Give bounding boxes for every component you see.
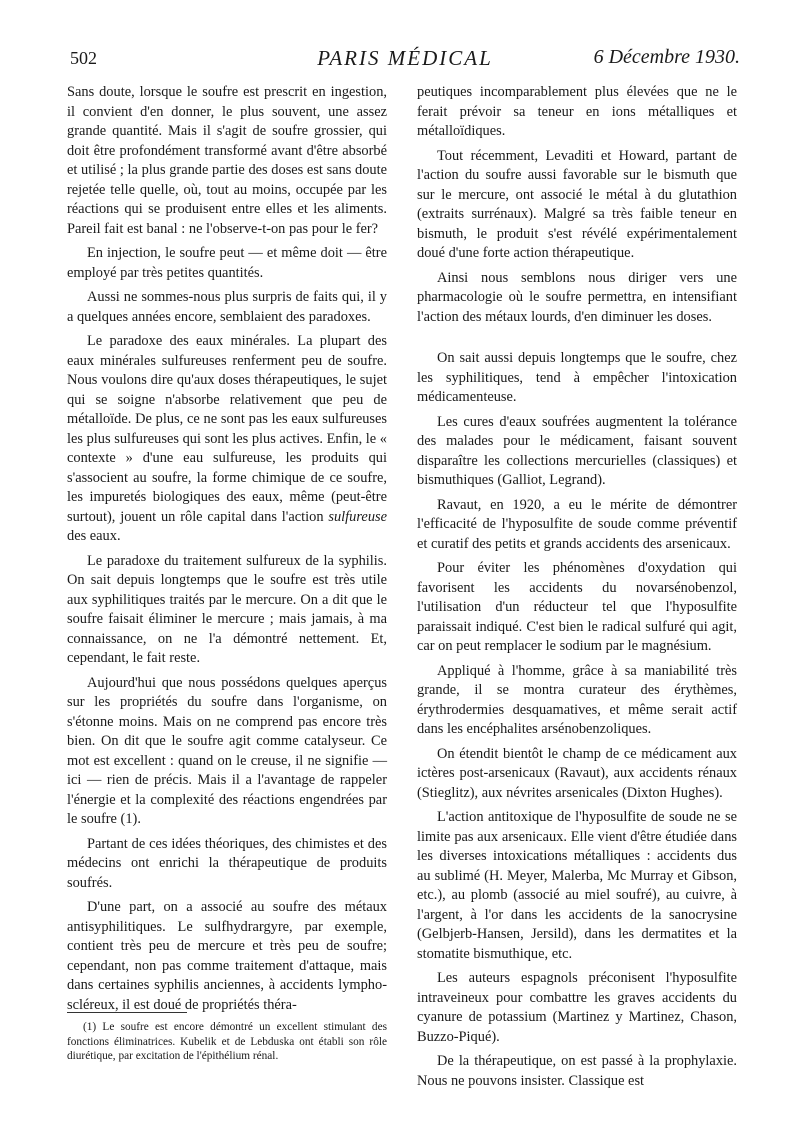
paragraph: On étendit bientôt le champ de ce médicament aux ictères post-arsenicaux (Ravaut), aux accidents rénaux (Stieglitz), aux névrites arsenicales (Dixton Hughes).	[417, 745, 737, 801]
left-column	[67, 83, 387, 1020]
running-header	[70, 46, 740, 74]
paragraph	[67, 332, 387, 547]
footnote-divider	[67, 1012, 187, 1013]
paragraph: peutiques incomparablement plus élevées que ne le ferait prévoir sa teneur en ions métalliques et métalloïdiques.	[417, 84, 737, 139]
paragraph: Tout récemment, Levaditi et Howard, partant de l'action du soufre aussi favorable sur le bismuth que sur le mercure, ont associé le métal à du glutathion (extraits surrénaux). Malgré sa très faible teneur en bismuth, le produit s'est révélé expérimentalement doué d'une forte action thérapeutique.	[417, 147, 737, 261]
paragraph: On sait aussi depuis longtemps que le soufre, chez les syphilitiques, tend à empêcher l'intoxication médicamenteuse.	[417, 350, 737, 405]
paragraph: Aujourd'hui que nous possédons quelques aperçus sur les propriétés du soufre dans l'organisme, on s'étonne moins. Mais on ne comprend pas encore très bien. On dit que le soufre agit comme catalyseur. Ce mot est excellent : quand on le creuse, il ne signifie — ici — rien de précis. Mais il a l'avantage de rappeler l'énergie et la complexité des réactions engendrées par le soufre (1).	[67, 674, 387, 827]
footnote: (1) Le soufre est encore démontré un excellent stimulant des fonctions éliminatrices. Kubelik et de Lebduska ont établi son rôle diurétique, par excitation de l'épithélium rénal.	[67, 1021, 387, 1062]
paragraph: Appliqué à l'homme, grâce à sa maniabilité très grande, il se montra curateur des érythèmes, érythrodermies desquamatives, et même serait actif dans les encéphalites arsénobenzoliques.	[417, 662, 737, 737]
paragraph: Les cures d'eaux soufrées augmentent la tolérance des malades pour le médicament, faisant souvent disparaître les collections mercurielles (classiques) et bismuthiques (Galliot, Legrand).	[417, 413, 737, 488]
paragraph: En injection, le soufre peut — et même doit — être employé par très petites quantités.	[67, 245, 387, 281]
right-column	[417, 83, 737, 1096]
paragraph: L'action antitoxique de l'hyposulfite de soude ne se limite pas aux arsenicaux. Elle vient d'être étudiée dans les diverses intoxications métalliques : accidents dus au sublimé (H. Meyer, Malerba, Mc Murray et Gibson, etc.), au plomb (associé au miel soufré), au cuivre, à l'argent, à l'or dans les accidents de la sanocrysine (Gelbjerb-Hansen, Jersild), dans les dermatites et la stomatite bismuthique, etc.	[417, 809, 737, 962]
issue-date: 6 Décembre 1930.	[593, 46, 740, 68]
page-number: 502	[70, 48, 97, 68]
paragraph: Le paradoxe du traitement sulfureux de la syphilis. On sait depuis longtemps que le soufre est très utile aux syphilitiques traités par le mercure. On a dit que le soufre faisait éliminer le mercure ; mais jamais, à ma connaissance, on ne l'a démontré nettement. Et, cependant, le fait reste.	[67, 552, 387, 666]
paragraph: Sans doute, lorsque le soufre est prescrit en ingestion, il convient d'en donner, le plus souvent, une assez grande quantité. Mais il s'agit de soufre grossier, qui doit être profondément transformé avant d'être absorbé et utilisé ; la plus grande partie des doses est sans doute rejetée telle quelle, où, tout au moins, occupée par les réactions qui se produisent entre elles et les aliments. Pareil fait est banal : ne l'observe-t-on pas pour le fer?	[67, 84, 387, 237]
paragraph-text: Le paradoxe des eaux minérales. La plupart des eaux minérales sulfureuses renferment peu de soufre. Nous voulons dire qu'aux doses thérapeutiques, le sujet qui se soigne n'absorbe relativement que peu de métalloïde. De plus, ce ne sont pas les eaux sulfureuses les plus sulfureuses qui sont les plus actives. Enfin, le « contexte » d'une eau sulfureuse, les produits qui s'associent au soufre, la forme chimique de ce soufre, les impuretés biologiques des eaux, même (peut-être surtout), jouent un rôle capital dans l'action	[67, 333, 387, 525]
paragraph: De la thérapeutique, on est passé à la prophylaxie. Nous ne pouvons insister. Classique est	[417, 1053, 737, 1089]
paragraph: Aussi ne sommes-nous plus surpris de faits qui, il y a quelques années encore, semblaient des paradoxes.	[67, 289, 387, 325]
paragraph: Les auteurs espagnols préconisent l'hyposulfite intraveineux pour combattre les graves accidents du cyanure de potassium (Martinez y Martinez, Chason, Buzzo-Piqué).	[417, 970, 737, 1045]
italic-term: sulfureuse	[328, 508, 387, 525]
journal-title: PARIS MÉDICAL	[317, 46, 493, 70]
paragraph-text: des eaux.	[67, 528, 121, 544]
paragraph: Partant de ces idées théoriques, des chimistes et des médecins ont enrichi la thérapeutique de produits soufrés.	[67, 835, 387, 891]
paragraph: D'une part, on a associé au soufre des métaux antisyphilitiques. Le sulfhydrargyre, par exemple, contient très peu de mercure et très peu de soufre; cependant, non pas comme traitement d'attaque, mais dans certaines syphilis anciennes, à accidents lympho-scléreux, il est doué de propriétés théra-	[67, 899, 387, 1013]
paragraph: Ainsi nous semblons nous diriger vers une pharmacologie où le soufre permettra, en intensifiant l'action des métaux lourds, d'en diminuer les doses.	[417, 269, 737, 325]
paragraph: Ravaut, en 1920, a eu le mérite de démontrer l'efficacité de l'hyposulfite de soude comme préventif et curatif des petits et grands accidents des arsenicaux.	[417, 496, 737, 552]
paragraph: Pour éviter les phénomènes d'oxydation qui favorisent les accidents du novarsénobenzol, l'utilisation d'un réducteur tel que l'hyposulfite paraissait indiqué. C'est bien le radical sulfuré qui agit, car on peut remplacer le sodium par le magnésium.	[417, 560, 737, 654]
